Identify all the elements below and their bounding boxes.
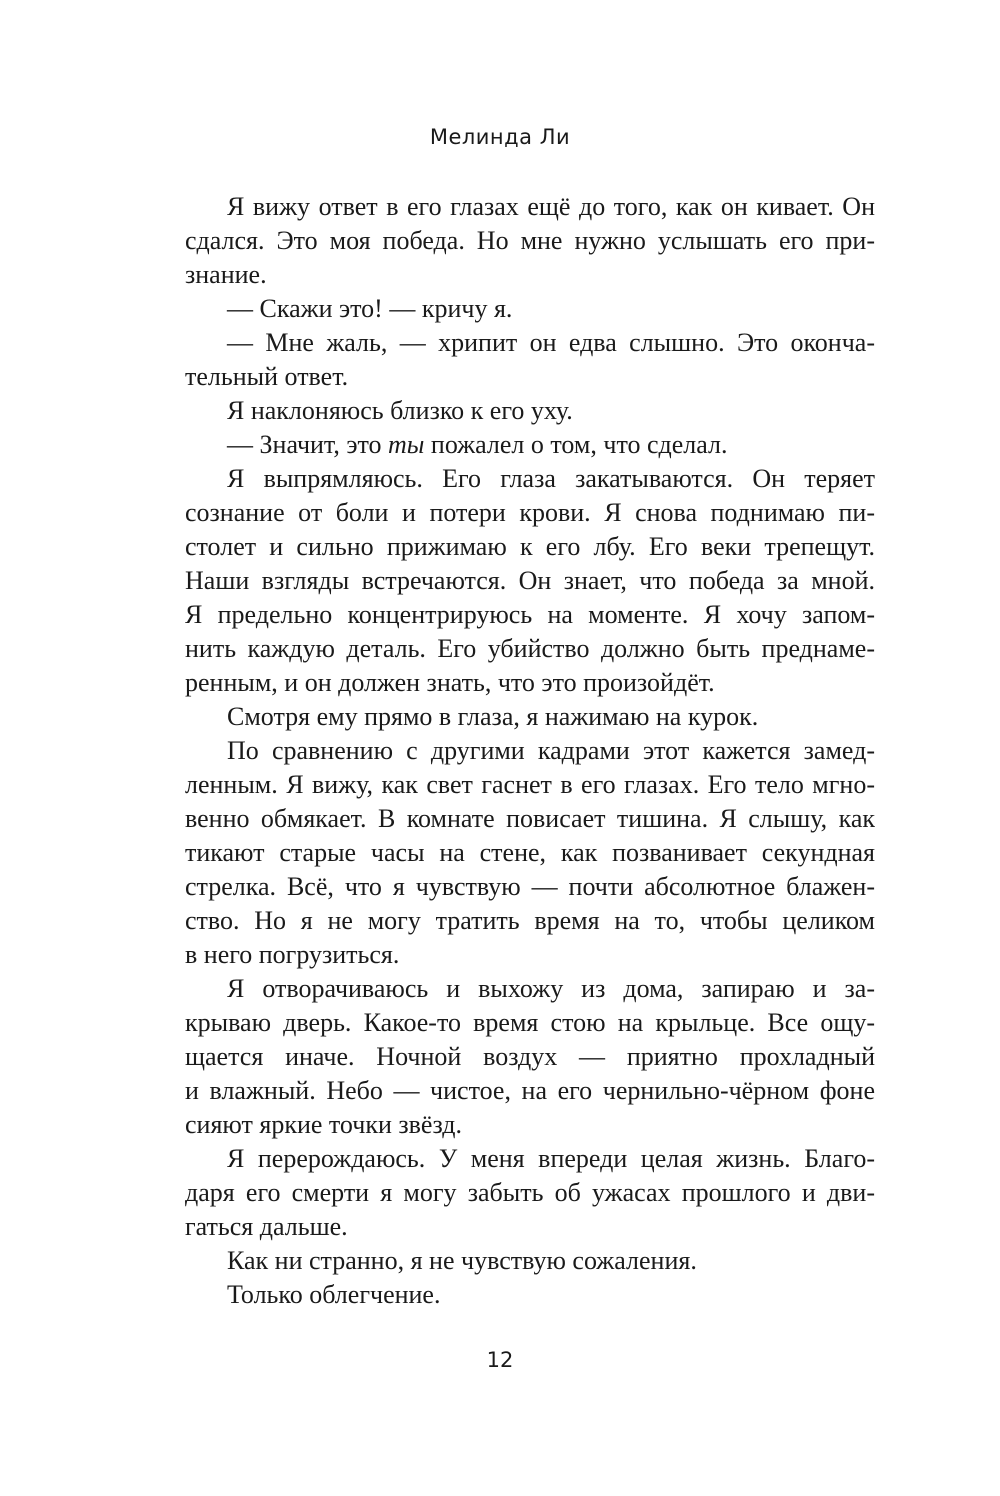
text-line: Я выпрямляюсь. Его глаза закатываются. Он теряет <box>227 464 875 493</box>
text-line: По сравнению с другими кадрами этот кажется замед- <box>227 736 875 765</box>
italic-word: ты <box>388 430 425 459</box>
text-line: Только облегчение. <box>227 1280 441 1309</box>
text-line: сияют яркие точки звёзд. <box>185 1110 462 1139</box>
text-line: Я вижу ответ в его глазах ещё до того, как он кивает. Он <box>227 192 875 221</box>
text-line: ренным, и он должен знать, что это произойдёт. <box>185 668 715 697</box>
running-head-author: Мелинда Ли <box>429 125 571 149</box>
text-line: Я перерождаюсь. У меня впереди целая жизнь. Благо- <box>227 1144 875 1173</box>
text-line: крываю дверь. Какое-то время стою на крыльце. Все ощу- <box>185 1008 875 1037</box>
page-number: 12 <box>486 1348 514 1372</box>
text-line: Как ни странно, я не чувствую сожаления. <box>227 1246 697 1275</box>
text-line: стрелка. Всё, что я чувствую — почти абсолютное блажен- <box>185 872 875 901</box>
text-line: сознание от боли и потери крови. Я снова поднимаю пи- <box>185 498 875 527</box>
text-line: столет и сильно прижимаю к его лбу. Его веки трепещут. <box>185 532 875 561</box>
text-line: — Мне жаль, — хрипит он едва слышно. Это оконча- <box>227 328 875 357</box>
text-line: и влажный. Небо — чистое, на его чернильно-чёрном фоне <box>185 1076 875 1105</box>
text-line: Наши взгляды встречаются. Он знает, что победа за мной. <box>185 566 875 595</box>
text-line <box>185 428 875 462</box>
text-line: даря его смерти я могу забыть об ужасах прошлого и дви- <box>185 1178 875 1207</box>
text-line: — Скажи это! — кричу я. <box>227 294 513 323</box>
text-line: нить каждую деталь. Его убийство должно быть преднаме- <box>185 634 875 663</box>
text-line: Я наклоняюсь близко к его уху. <box>227 396 573 425</box>
text-line: гаться дальше. <box>185 1212 348 1241</box>
text-line: знание. <box>185 260 267 289</box>
text-line: щается иначе. Ночной воздух — приятно прохладный <box>185 1042 875 1071</box>
text-line: ство. Но я не могу тратить время на то, чтобы целиком <box>185 906 875 935</box>
text-line: Смотря ему прямо в глаза, я нажимаю на курок. <box>227 702 759 731</box>
text-line: тикают старые часы на стене, как позванивает секундная <box>185 838 875 867</box>
text-line: ленным. Я вижу, как свет гаснет в его глазах. Его тело мгно- <box>185 770 875 799</box>
text-line: Я предельно концентрируюсь на моменте. Я хочу запом- <box>185 600 875 629</box>
text-line-post: пожалел о том, что сделал. <box>424 430 728 459</box>
text-line: в него погрузиться. <box>185 940 400 969</box>
text-line: Я отворачиваюсь и выхожу из дома, запираю и за- <box>227 974 875 1003</box>
text-line-pre: — Значит, это <box>227 430 389 459</box>
text-line: сдался. Это моя победа. Но мне нужно услышать его при- <box>185 226 875 255</box>
body-text <box>185 190 875 1312</box>
text-line: венно обмякает. В комнате повисает тишина. Я слышу, как <box>185 804 875 833</box>
text-line: тельный ответ. <box>185 362 349 391</box>
